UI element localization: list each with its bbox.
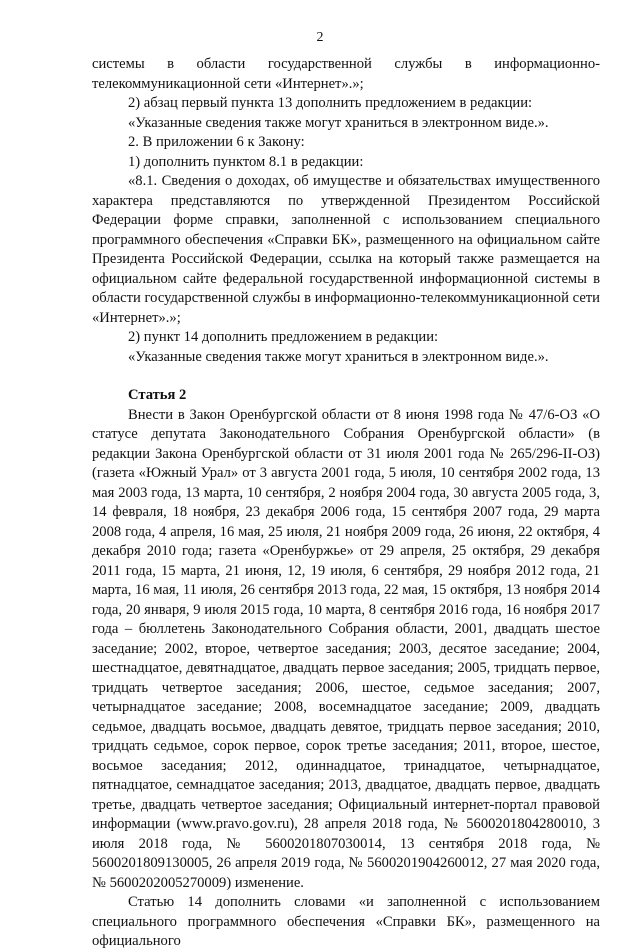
document-body [92,55,600,952]
paragraph-item-2-p13: 2) абзац первый пункта 13 дополнить предложением в редакции: [128,95,533,111]
paragraph-quote-electronic-2: «Указанные сведения также могут храниться в электронном виде.». [128,348,549,365]
paragraph-appendix-6: 2. В приложении 6 к Закону: [128,134,305,150]
page-number: 2 [316,30,324,45]
paragraph-quote-8-1: «8.1. Сведения о доходах, об имуществе и обязательствах имущественного характера представляются по утвержденной Президентом Российской Федерации форме справки, заполненной с использованием специального программного обеспечения «Справки БК», размещенного на официальном сайте Президента Российской Федерации, ссылка на который также размещается на официальном сайте федеральной государственной информационной системы в области государственной службы в информационно-телекоммуникационной сети «Интернет».»; [92,173,600,326]
paragraph-item-1-p8-1: 1) дополнить пунктом 8.1 в редакции: [128,153,364,170]
spacer [92,367,600,386]
article-2-paragraph-14: Статью 14 дополнить словами «и заполненной с использованием специального программного обеспечения «Справки БК», размещенного на официального [92,894,600,949]
paragraph-item-2-p14: 2) пункт 14 дополнить предложением в редакции: [128,329,439,345]
paragraph-continuation: системы в области государственной службы в информационно-телекоммуникационной сети «Интернет».»; [92,56,600,92]
article-heading: Статья 2 [128,387,187,403]
article-2-amendment-paragraph: Внести в Закон Оренбургской области от 8 июня 1998 года № 47/6-ОЗ «О статусе депутата Законодательного Собрания Оренбургской области» (в редакции Закона Оренбургской области от 31 июля 2001 года № 265/296-II-ОЗ) (газета «Южный Урал» от 3 августа 2001 года, 5 июля, 10 сентября 2002 года, 13 мая 2003 года, 13 марта, 10 сентября, 2 ноября 2004 года, 30 августа 2005 года, 3, 14 февраля, 18 ноября, 23 декабря 2006 года, 15 сентября 2007 года, 29 марта 2008 года, 4 апреля, 16 мая, 25 июля, 21 ноября 2009 года, 26 июня, 22 октября, 4 декабря 2010 года; газета «Оренбуржье» от 29 апреля, 25 октября, 29 декабря 2011 года, 15 марта, 21 июня, 12, 19 июля, 6 сентября, 29 ноября 2012 года, 21 марта, 16 мая, 11 июля, 26 сентября 2013 года, 22 мая, 15 октября, 13 ноября 2014 года, 20 января, 9 июля 2015 года, 10 марта, 8 сентября 2016 года, 16 ноября 2017 года – бюллетень Законодательного Собрания области, 2001, двадцать шестое заседание; 2002, второе, четвертое заседания; 2003, десятое заседание; 2004, шестнадцатое, девятнадцатое, двадцать первое заседания; 2005, тридцать первое, тридцать четвертое заседания; 2006, шестое, седьмое заседания; 2007, четырнадцатое заседание; 2008, восемнадцатое заседание; 2009, двадцать седьмое, двадцать восьмое, двадцать девятое, тридцать первое заседания; 2010, тридцать седьмое, сорок первое, сорок третье заседания; 2011, второе, шестое, восьмое заседания; 2012, одиннадцатое, тринадцатое, четырнадцатое, пятнадцатое, семнадцатое заседания; 2013, двадцатое, двадцать первое, двадцать третье, двадцать четвертое заседания; Официальный интернет-портал правовой информации (www.pravo.gov.ru), 28 апреля 2018 года, № 5600201804280010, 3 июля 2018 года, № 5600201807030014, 13 сентября 2018 года, № 5600201809130005, 26 апреля 2019 года, № 5600201904260012, 27 мая 2020 года, № 5600202005270009) изменение. [92,406,600,891]
paragraph-quote-electronic: «Указанные сведения также могут храниться в электронном виде.». [128,114,549,131]
